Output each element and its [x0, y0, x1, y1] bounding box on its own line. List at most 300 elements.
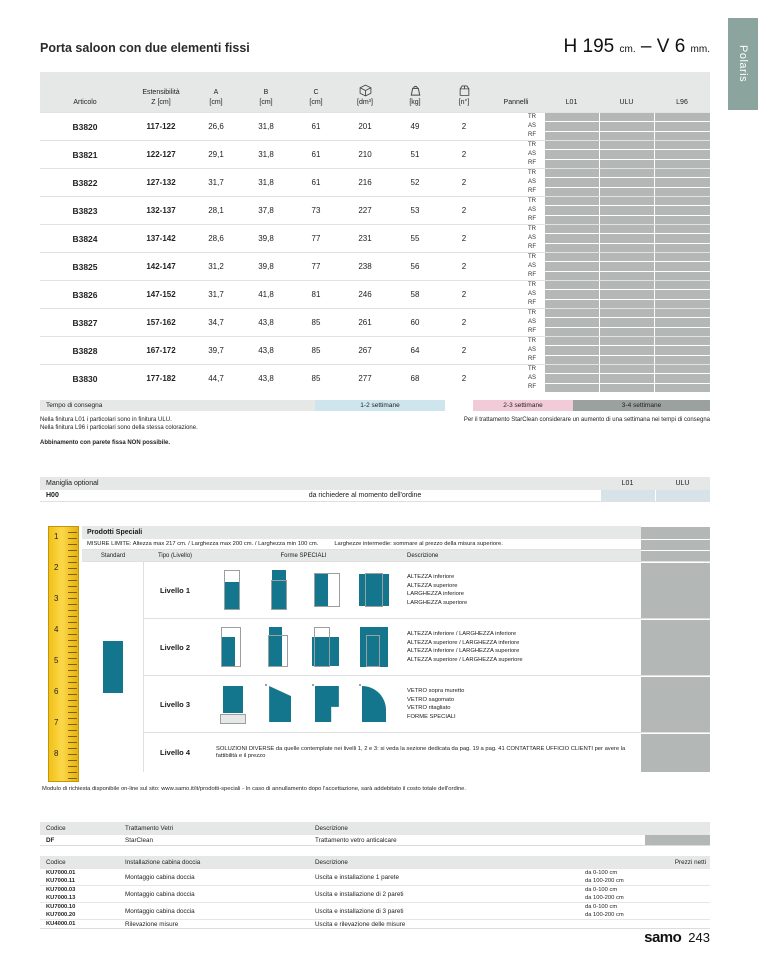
intermediate-widths-text: Larghezze intermedie: sommare al prezzo della misura superiore. — [334, 541, 503, 547]
finish-swatch-strip — [545, 374, 599, 382]
weight-value: 68 — [410, 374, 420, 383]
volume-box-icon — [359, 84, 372, 97]
dim-b-value: 31,8 — [258, 178, 274, 187]
pannelli-cell — [488, 337, 544, 364]
finish-swatch-strip — [655, 150, 710, 158]
finish-swatch-l01 — [544, 225, 599, 252]
finish-swatch-strip — [655, 384, 710, 392]
weight-value: 49 — [410, 122, 420, 131]
finish-swatch-strip — [655, 160, 710, 168]
ruler-number: 7 — [54, 718, 59, 727]
panel-type-label: TR — [528, 254, 536, 260]
ruler-graphic — [48, 526, 79, 782]
finish-swatch-l96 — [654, 169, 710, 196]
installation-table — [40, 856, 710, 929]
finish-swatch-strip — [655, 132, 710, 140]
finish-swatch-strip — [545, 234, 599, 242]
finish-swatch-strip — [545, 281, 599, 289]
finish-swatch-strip — [600, 160, 654, 168]
finish-swatch-strip — [655, 262, 710, 270]
finish-swatch-strip — [545, 178, 599, 186]
level-name: Livello 4 — [159, 748, 190, 757]
shape-outline — [366, 635, 380, 667]
package-count-value: 2 — [461, 178, 467, 187]
install-range: da 100-200 cm — [585, 895, 624, 901]
install-description: Uscita e installazione 1 parete — [315, 873, 400, 881]
pannelli-cell — [488, 309, 544, 336]
article-code: B3830 — [72, 373, 98, 384]
special-products-title-row — [82, 526, 710, 539]
finish-swatch-l96 — [654, 281, 710, 308]
finish-swatch-strip — [600, 178, 654, 186]
weight-value: 56 — [410, 262, 420, 271]
vetro-sagomato-icon — [265, 684, 295, 724]
page-header — [40, 36, 710, 58]
shape-outline — [224, 570, 240, 610]
shape-outline — [365, 573, 383, 607]
dim-a-value: 26,6 — [208, 122, 224, 131]
pannelli-cell — [488, 281, 544, 308]
finish-swatch-strip — [600, 122, 654, 130]
finish-swatch-l01 — [544, 141, 599, 168]
install-type: Montaggio cabina doccia — [125, 873, 195, 881]
price-swatch — [641, 619, 710, 675]
dim-c-value: 61 — [311, 122, 321, 131]
package-count-value: 2 — [461, 374, 467, 383]
panel-type-label: RF — [528, 160, 536, 166]
finish-swatch-l01 — [544, 309, 599, 336]
column-header-standard: Standard — [100, 552, 126, 559]
finish-swatch-l96 — [654, 197, 710, 224]
ruler-number: 2 — [54, 563, 59, 572]
dim-a-value: 29,1 — [208, 150, 224, 159]
panel-type-label: RF — [528, 272, 536, 278]
dim-c-value: 61 — [311, 150, 321, 159]
finish-swatch-strip — [655, 113, 710, 121]
panel-type-label: TR — [528, 310, 536, 316]
column-header-descrizione: Descrizione — [315, 824, 348, 832]
handle-row — [40, 490, 710, 502]
finish-notes — [40, 416, 710, 447]
dim-a-value: 31,7 — [208, 290, 224, 299]
altezza-inferiore-larghezza-superiore-icon — [312, 627, 342, 667]
panel-type-label: TR — [528, 226, 536, 232]
dim-a-value: 39,7 — [208, 346, 224, 355]
level-shapes — [206, 676, 401, 732]
panel-type-label: AS — [527, 179, 536, 185]
shape-outline — [220, 714, 246, 724]
limit-measures-row — [82, 539, 710, 550]
glass-thickness-unit: mm. — [690, 44, 710, 55]
price-band — [641, 550, 710, 561]
description-line: VETRO sopra muretto — [407, 688, 465, 694]
finish-swatch-ulu — [599, 309, 654, 336]
finish-swatch-strip — [655, 178, 710, 186]
article-code: B3822 — [72, 177, 98, 188]
finish-swatch-strip — [655, 318, 710, 326]
handle-table-header — [40, 477, 710, 490]
finish-swatch-strip — [655, 346, 710, 354]
finish-swatch-strip — [655, 374, 710, 382]
finish-swatch-strip — [545, 197, 599, 205]
dim-c-value: 85 — [311, 374, 321, 383]
finish-swatch-strip — [655, 188, 710, 196]
article-code: B3825 — [72, 261, 98, 272]
note-starclean: Per il trattamento StarClean considerare un aumento di una settimana nei tempi di consegna — [463, 417, 710, 423]
finish-swatch-strip — [655, 281, 710, 289]
special-products-table — [82, 526, 710, 782]
larghezza-inferiore-icon — [312, 570, 342, 610]
dim-c-value: 85 — [311, 318, 321, 327]
finish-swatch-strip — [600, 169, 654, 177]
volume-value: 201 — [358, 122, 372, 131]
finish-swatch-strip — [600, 197, 654, 205]
finish-swatch-strip — [600, 300, 654, 308]
finish-swatch-strip — [655, 216, 710, 224]
delivery-segment-1-2-weeks: 1-2 settimane — [315, 400, 445, 411]
glass-thickness-value: – V 6 — [640, 36, 686, 57]
product-row — [40, 168, 710, 196]
panel-type-label: RF — [528, 328, 536, 334]
finish-swatch-strip — [655, 197, 710, 205]
install-description: Uscita e rilevazione delle misure — [315, 920, 406, 928]
finish-swatch-strip — [655, 300, 710, 308]
level-name: Livello 1 — [159, 585, 190, 595]
dim-c-value: 77 — [311, 262, 321, 271]
finish-swatch-strip — [545, 300, 599, 308]
note-no-fixed-wall: Abbinamento con parete fissa NON possibile. — [40, 440, 171, 446]
panel-type-label: RF — [528, 216, 536, 222]
package-count-value: 2 — [461, 206, 467, 215]
finish-swatch-strip — [545, 132, 599, 140]
finish-swatch-strip — [655, 244, 710, 252]
price-band — [641, 539, 710, 550]
installation-body — [40, 868, 710, 928]
finish-notes-left — [40, 416, 198, 447]
description-line: LARGHEZZA superiore — [407, 599, 468, 606]
column-header-pannelli: Pannelli — [503, 99, 529, 106]
price-swatch — [641, 676, 710, 732]
finish-swatch-l01 — [544, 337, 599, 364]
finish-swatch-strip — [600, 384, 654, 392]
shape-fill — [223, 686, 243, 713]
finish-swatch-strip — [545, 272, 599, 280]
finish-swatch-strip — [600, 206, 654, 214]
special-products-footnote: Modulo di richiesta disponibile on-line sul sito: www.samo.it/it/prodotti-speciali - In caso di annullamento dopo l'accettazione, sarà addebitato il costo totale dell'ordine. — [42, 786, 467, 792]
handle-swatch-l01 — [600, 490, 655, 501]
volume-value: 210 — [358, 150, 372, 159]
install-code: KU4000.01 — [46, 921, 76, 927]
ruler-number: 4 — [54, 625, 59, 634]
weight-value: 52 — [410, 178, 420, 187]
column-header-packages: [n°] — [440, 72, 488, 112]
finish-swatch-strip — [545, 160, 599, 168]
finish-swatch-ulu — [599, 197, 654, 224]
pannelli-cell — [488, 197, 544, 224]
height-unit: cm. — [619, 44, 636, 55]
install-range: da 0-100 cm — [585, 887, 618, 893]
handle-swatch-ulu — [655, 490, 710, 501]
description-line: ALTEZZA inferiore — [407, 574, 455, 580]
dim-c-value: 77 — [311, 234, 321, 243]
glass-treatment-table — [40, 822, 710, 846]
install-group — [40, 902, 710, 919]
finish-swatch-strip — [600, 216, 654, 224]
series-tab-label: Polaris — [737, 45, 749, 83]
finish-swatch-strip — [545, 206, 599, 214]
pannelli-cell — [488, 225, 544, 252]
glass-treatment-row — [40, 834, 710, 845]
finish-swatch-strip — [600, 188, 654, 196]
limit-measures — [82, 539, 641, 550]
description-line: ALTEZZA superiore — [407, 582, 458, 589]
install-codes — [40, 869, 125, 885]
panel-type-label: TR — [528, 142, 536, 148]
finish-swatch-strip — [600, 141, 654, 149]
volume-value: 238 — [358, 262, 372, 271]
finish-swatch-strip — [600, 365, 654, 373]
special-products-section — [40, 526, 710, 782]
delivery-segment-2-3-weeks: 2-3 settimane — [473, 400, 573, 411]
product-row — [40, 112, 710, 140]
install-price-cell — [645, 920, 710, 928]
column-header-volume: [dm³] — [340, 72, 390, 112]
weight-value: 58 — [410, 290, 420, 299]
panel-type-label: AS — [527, 291, 536, 297]
volume-value: 261 — [358, 318, 372, 327]
dim-b-value: 43,8 — [258, 346, 274, 355]
finish-swatch-strip — [600, 113, 654, 121]
column-header-finish-l96: L96 — [676, 99, 688, 106]
price-swatch — [641, 562, 710, 618]
level-row — [144, 732, 710, 772]
shape-outline — [314, 573, 340, 607]
product-table — [40, 72, 710, 392]
shape-fill — [315, 686, 339, 722]
ruler-number: 1 — [54, 532, 59, 541]
install-range — [585, 920, 645, 928]
note-l96: Nella finitura L96 i particolari sono della stessa colorazione. — [40, 425, 198, 431]
volume-value: 277 — [358, 374, 372, 383]
install-description: Uscita e installazione di 2 pareti — [315, 890, 404, 898]
vetro-sopra-muretto-icon — [218, 684, 248, 724]
finish-swatch-strip — [655, 169, 710, 177]
finish-swatch-l96 — [654, 141, 710, 168]
finish-swatch-strip — [545, 290, 599, 298]
article-code: B3827 — [72, 317, 98, 328]
install-type: Rilevazione misure — [125, 920, 179, 928]
handle-code: H00 — [46, 492, 59, 499]
finish-swatch-strip — [600, 356, 654, 364]
product-row — [40, 140, 710, 168]
product-row — [40, 364, 710, 392]
treatment-code: DF — [46, 836, 55, 844]
finish-swatch-strip — [600, 253, 654, 261]
pannelli-cell — [488, 365, 544, 392]
finish-swatch-strip — [600, 374, 654, 382]
finish-swatch-ulu — [599, 169, 654, 196]
standard-column — [82, 561, 144, 772]
column-header-codice: Codice — [46, 824, 66, 832]
finish-swatch-l96 — [654, 253, 710, 280]
handle-header-l01: L01 — [621, 480, 634, 487]
dim-b-value: 31,8 — [258, 122, 274, 131]
install-codes — [40, 903, 125, 919]
pannelli-cell — [488, 141, 544, 168]
install-price-cell — [645, 903, 710, 919]
install-group — [40, 885, 710, 902]
install-group — [40, 868, 710, 885]
handle-description: da richiedere al momento dell'ordine — [308, 492, 422, 499]
panel-type-label: AS — [527, 151, 536, 157]
finish-swatch-l96 — [654, 309, 710, 336]
finish-swatch-strip — [655, 122, 710, 130]
install-code: KU7000.01 — [46, 870, 76, 876]
finish-swatch-strip — [600, 234, 654, 242]
level-description — [401, 676, 641, 732]
article-code: B3824 — [72, 233, 98, 244]
limit-measures-text: MISURE LIMITE: Altezza max 217 cm. / Larghezza max 200 cm. / Larghezza min 100 cm. — [87, 541, 319, 547]
product-table-body — [40, 112, 710, 392]
finish-swatch-strip — [600, 132, 654, 140]
ruler-number: 3 — [54, 594, 59, 603]
finish-swatch-strip — [655, 272, 710, 280]
finish-swatch-strip — [545, 188, 599, 196]
column-header-tipo-livello: Tipo (Livello) — [157, 552, 193, 559]
package-count-value: 2 — [461, 122, 467, 131]
dim-b-value: 39,8 — [258, 262, 274, 271]
panel-type-label: RF — [528, 356, 536, 362]
package-count-value: 2 — [461, 234, 467, 243]
panel-type-label: AS — [527, 375, 536, 381]
shape-fill — [362, 686, 386, 722]
finish-swatch-strip — [545, 365, 599, 373]
finish-swatch-strip — [600, 318, 654, 326]
finish-swatch-l96 — [654, 337, 710, 364]
volume-value: 231 — [358, 234, 372, 243]
column-header-a: A [cm] — [209, 89, 223, 106]
panel-type-label: TR — [528, 338, 536, 344]
handle-optional-table — [40, 477, 710, 502]
install-type: Montaggio cabina doccia — [125, 890, 195, 898]
finish-swatch-strip — [600, 244, 654, 252]
finish-swatch-strip — [600, 281, 654, 289]
altezza-superiore-icon — [265, 570, 295, 610]
package-count-value: 2 — [461, 290, 467, 299]
larghezza-superiore-icon — [359, 570, 389, 610]
finish-swatch-l01 — [544, 169, 599, 196]
finish-swatch-strip — [655, 309, 710, 317]
column-header-installazione: Installazione cabina doccia — [125, 858, 201, 866]
finish-swatch-l01 — [544, 281, 599, 308]
finish-swatch-strip — [545, 356, 599, 364]
column-header-prezzi-netti: Prezzi netti — [674, 858, 706, 866]
finish-swatch-l01 — [544, 253, 599, 280]
product-row — [40, 196, 710, 224]
page-title: Porta saloon con due elementi fissi — [40, 41, 250, 55]
finish-swatch-l01 — [544, 365, 599, 392]
install-description: Uscita e installazione di 3 pareti — [315, 907, 404, 915]
article-code: B3826 — [72, 289, 98, 300]
page-footer — [644, 929, 710, 946]
special-products-title: Prodotti Speciali — [82, 526, 641, 539]
level-row — [144, 675, 710, 732]
extensibility-value: 137-142 — [146, 234, 176, 243]
finish-swatch-strip — [600, 337, 654, 345]
extensibility-value: 127-132 — [146, 178, 176, 187]
level-4-description: SOLUZIONI DIVERSE da quelle contemplate nei livelli 1, 2 e 3: si veda la sezione dedicata da pag. 19 a pag. 41 CONTATTARE UFFICIO CLIENTI per avere la fattibilità e il prezzo — [216, 745, 626, 759]
finish-swatch-strip — [545, 122, 599, 130]
finish-swatch-strip — [545, 253, 599, 261]
finish-swatch-strip — [655, 225, 710, 233]
finish-swatch-ulu — [599, 225, 654, 252]
install-code: KU7000.20 — [46, 912, 76, 918]
install-code: KU7000.13 — [46, 895, 76, 901]
finish-swatch-ulu — [599, 365, 654, 392]
size-spec — [564, 36, 710, 58]
volume-value: 246 — [358, 290, 372, 299]
finish-swatch-strip — [655, 290, 710, 298]
finish-swatch-strip — [545, 328, 599, 336]
install-codes — [40, 886, 125, 902]
finish-swatch-strip — [655, 328, 710, 336]
dim-b-value: 43,8 — [258, 374, 274, 383]
dim-a-value: 28,1 — [208, 206, 224, 215]
finish-swatch-strip — [655, 356, 710, 364]
install-range: da 100-200 cm — [585, 878, 624, 884]
weight-icon — [409, 84, 422, 97]
panel-type-label: AS — [527, 319, 536, 325]
dim-b-value: 43,8 — [258, 318, 274, 327]
finish-swatch-strip — [600, 262, 654, 270]
install-price-cell — [645, 869, 710, 885]
shape-outline — [359, 684, 361, 686]
product-row — [40, 308, 710, 336]
extensibility-value: 117-122 — [146, 122, 176, 131]
column-header-finish-ulu: ULU — [619, 99, 634, 106]
height-value: H 195 — [563, 36, 615, 57]
install-ranges — [585, 903, 645, 919]
finish-swatch-strip — [600, 150, 654, 158]
level-description — [401, 619, 641, 675]
finish-swatch-strip — [655, 141, 710, 149]
ruler-number: 6 — [54, 687, 59, 696]
description-line: LARGHEZZA inferiore — [407, 591, 465, 597]
extensibility-value: 142-147 — [146, 262, 176, 271]
package-count-value: 2 — [461, 346, 467, 355]
panel-type-label: TR — [528, 170, 536, 176]
column-header-b: B [cm] — [259, 89, 273, 106]
volume-value: 227 — [358, 206, 372, 215]
handle-header-ulu: ULU — [675, 480, 690, 487]
weight-value: 53 — [410, 206, 420, 215]
shape-outline — [265, 684, 267, 686]
install-range: da 0-100 cm — [585, 904, 618, 910]
install-code: KU7000.03 — [46, 887, 76, 893]
finish-swatch-ulu — [599, 281, 654, 308]
dim-a-value: 31,2 — [208, 262, 224, 271]
dim-b-value: 39,8 — [258, 234, 274, 243]
finish-swatch-strip — [545, 337, 599, 345]
finish-swatch-ulu — [599, 141, 654, 168]
finish-swatch-strip — [600, 290, 654, 298]
pannelli-cell — [488, 253, 544, 280]
column-header-descrizione: Descrizione — [407, 552, 439, 559]
installation-header — [40, 856, 710, 868]
finish-swatch-strip — [545, 346, 599, 354]
column-header-trattamento: Trattamento Vetri — [125, 824, 174, 832]
forme-speciali-icon — [359, 684, 389, 724]
